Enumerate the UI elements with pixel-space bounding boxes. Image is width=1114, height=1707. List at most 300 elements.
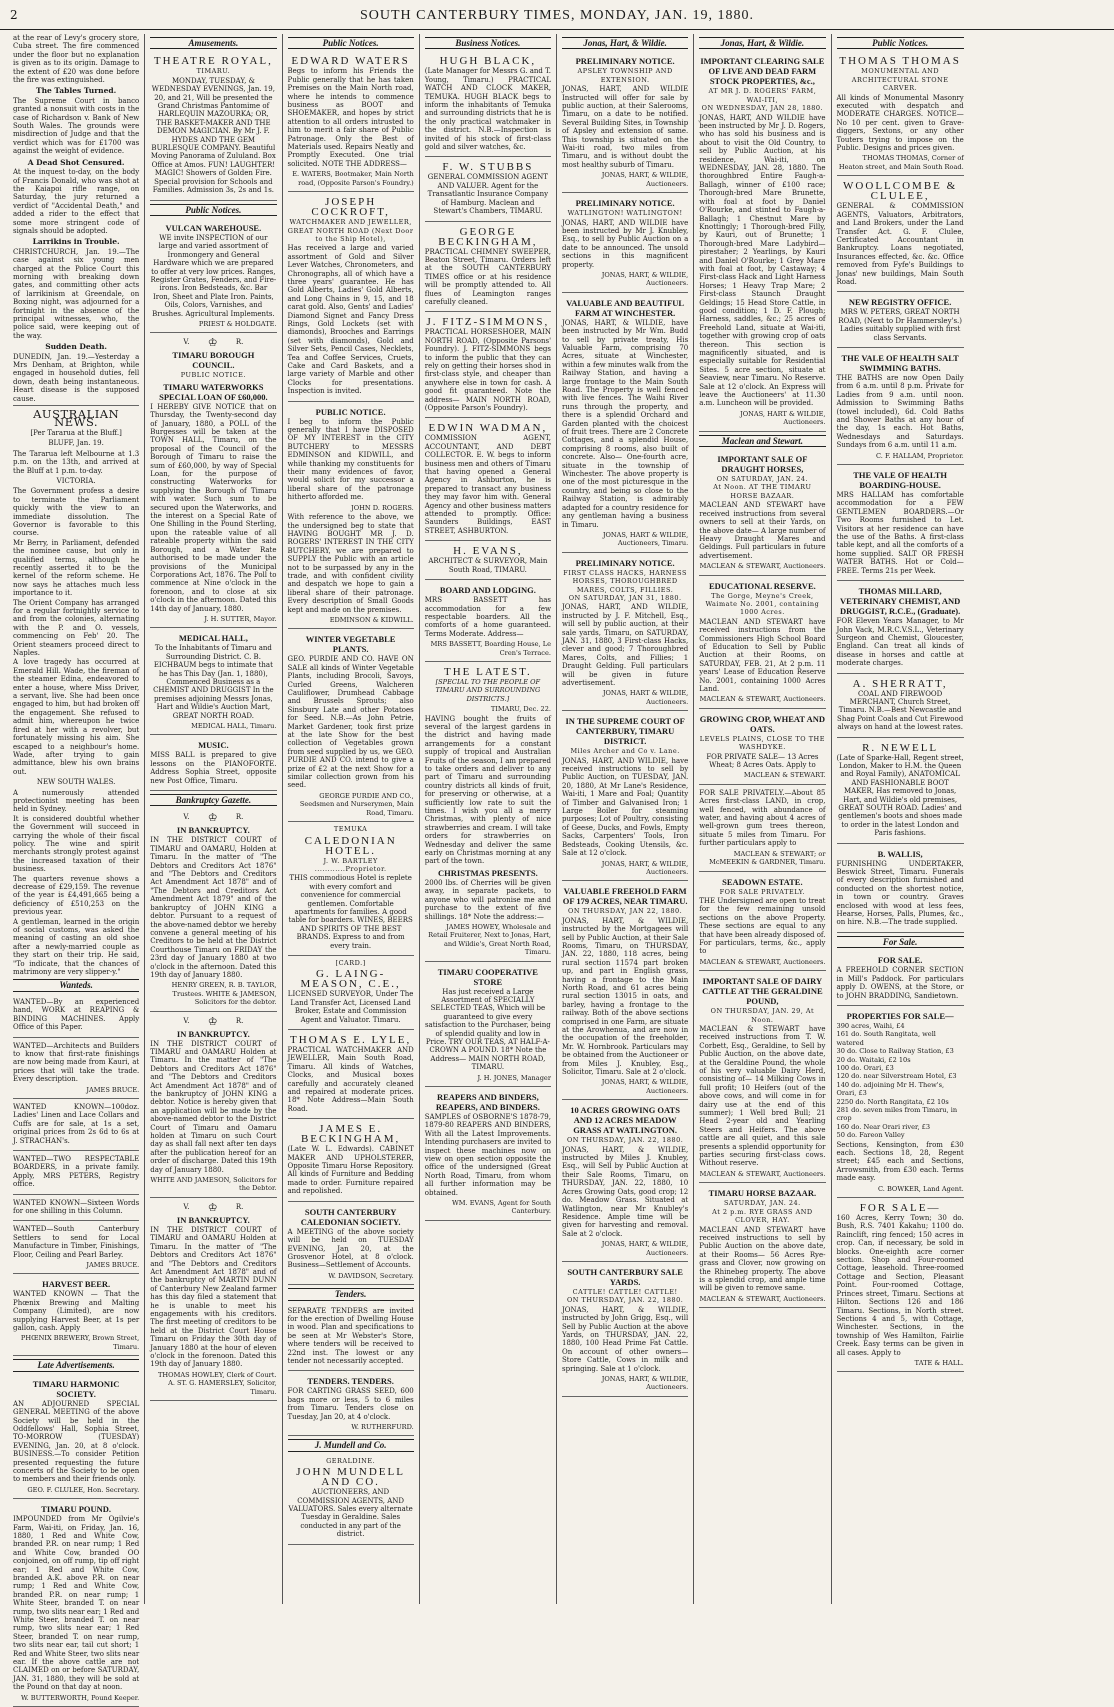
ad-date: ON THURSDAY, JAN. 29, At Noon. <box>710 1007 815 1024</box>
ad-title: JAMES E. BECKINGHAM, <box>300 1123 401 1146</box>
newspaper-page <box>8 34 1106 1702</box>
ad-signature: E. WATERS, Bootmaker, Main North road, (Opposite Parson's Foundry.) <box>292 170 414 187</box>
ad-body: PRACTICAL HORSESHOER, MAIN NORTH ROAD, (Opposite Parsons' Foundry). J. FITZ-SIMMONS begs to inform the public that they can rely on getting their horses shod in first-class style, and cheaper than anywhere else in town for cash. A good fit guaranteed. Note the address— MAIN NORTH ROAD, (Opposite Parson's Foundry). <box>424 328 551 412</box>
ad-body: FOR SALE PRIVATELY.—About 85 Acres first-class LAND, in crop, well fenced, with abundance of water, and having about 4 acres of well-grown gum trees thereon, situate 5 miles from Timaru. For further particulars apply to <box>699 788 826 848</box>
ad-title: PRELIMINARY NOTICE. <box>575 198 675 209</box>
ad-signature: JONAS, HART, & WILDIE, Auctioneers. <box>601 171 689 188</box>
ad-date: ON SATURDAY, JAN 31, 1880. <box>568 593 682 602</box>
ad-date: ON THURSDAY, JAN. 22, 1880. <box>566 1296 684 1305</box>
ad-body: With reference to the above, we the undersigned beg to state that HAVING BOUGHT MR J. D. ROGERS' INTEREST IN THE CITY BUTCHERY, we are prepared to SUPPLY the Public with an article not to be surpassed by any in the trade, and with confident civility and despatch we hope to gain a liberal share of their patronage. Every description of Small Goods kept and made on the premises. <box>287 513 414 614</box>
classified-ad <box>288 51 414 192</box>
ad-subtitle: J. W. BARTLEY ............Proprietor. <box>314 856 387 873</box>
crest-letter: V. <box>183 813 190 822</box>
section-heading: Public Notices. <box>837 37 964 49</box>
ad-signature: MRS BASSETT, Boarding House, Le Cren's Terrace. <box>430 640 551 657</box>
list-item: 50 do. Fareon Valley <box>836 1131 905 1140</box>
crown-icon: ♔ <box>207 1200 218 1214</box>
ad-body: AUCTIONEERS, AND COMMISSION AGENTS, AND VALUATORS. Sales every alternate Tuesday in Geraldine. Sales conducted in any part of the district. <box>288 1488 413 1539</box>
ad-body: MRS BASSETT has accommodation for a few respectable boarders. All the comforts of a home guaranteed. Terms Moderate. Address— <box>424 596 551 638</box>
classified-ad <box>699 709 825 785</box>
crest-letter: R. <box>235 1202 244 1211</box>
classified-ad <box>837 51 964 176</box>
list-item: 100 do. Orari, £3 <box>836 1063 894 1072</box>
ad-body: (Late W. L. Edwards). CABINET MAKER AND UPHOLSTERER, Opposite Timaru Horse Repository. All kinds of Furniture and Bedding made to order. Furniture repaired and repolished. <box>287 1145 414 1196</box>
ad-signature: W. BUTTERWORTH, Pound Keeper. <box>20 1693 140 1702</box>
article-body: A numerously attended protectionist meeting has been held in Sydney. <box>13 788 140 814</box>
ad-body: THE BATHS are now Open Daily from 6 a.m. until 8 p.m. Private for Ladies from 9 a.m. until noon. Admission to Swimming Baths (towel included), 6d. Cold Baths and Shower Baths at any hour of the day, 1s each. Hot Baths, Wednesdays and Saturdays. Sundays from 6 a.m. until 11 a.m. <box>836 373 964 450</box>
ad-body: MRS W. PETERS, GREAT NORTH ROAD, (Next to Dr Hammersley's.) Ladies suitably supplied with first class Servants. <box>838 308 962 342</box>
classified-ad <box>13 1195 139 1222</box>
ad-body: WE invite INSPECTION of our large and varied assortment of Ironmongery and General Hardware which we are prepared to offer at very low prices. Ranges, Register Grates, Fenders, and Fire-irons. Iron Bedsteads, &c. Bar Iron, Sheet and Plate Iron. Paints, Oils, Colors, Varnishes, and Brushes. Agricultural Implements. <box>150 233 277 318</box>
ad-body: THIS commodious Hotel is replete with every comfort and convenience for commercial gentlemen. Comfortable apartments for families. A good table for boarders. WINES, BEERS AND SPIRITS OF THE BEST BRANDS. Express to and from every train. <box>288 874 413 950</box>
ad-body: PRACTICAL WATCHMAKER AND JEWELLER, Main South Road, Timaru. All kinds of Watches, Clocks, and Musical boxes carefully and accurately cleaned and repaired at moderate prices. 18* Note Address—Main South Road. <box>287 1046 414 1113</box>
ad-title: THE VALE OF HEALTH BOARDING-HOUSE. <box>853 470 948 491</box>
classified-ad <box>150 735 276 791</box>
section-heading: Maclean and Stewart. <box>699 435 825 447</box>
dateline: [Per Tararua at the Bluff.] <box>30 428 122 437</box>
classified-ad <box>288 402 414 630</box>
ad-signature: WM. EVANS, Agent for South Canterbury. <box>451 1199 551 1216</box>
article-body: The Government profess a desire to terminate the Parliament quickly with the view to an immediate dissolution. The Governor is favorable to this course. <box>13 487 140 538</box>
ad-body: JONAS, HART, & WILDIE, instructed by the Mortgagees will sell by Public Auction, at their Sale Rooms, Timaru, on THURSDAY, JAN. 22, 1880, 118 acres, being rural section 11574 part broken up, and part in English grass, having a frontage to the Main North Road, and 61 acres being rural section 13015 in oats, and barley, having a frontage to the railway. Both of the above sections comprised in one Farm, are situate at the Arowhenua, and are now in the occupation of the freeholder, Mr. W. Hornbrook. Particulars may be obtained from the Auctioneer or from Miles J. Knubley, Esq., Solicitor, Timaru. Sale at 2 o'clock. <box>562 916 689 1077</box>
column-3 <box>283 34 420 1604</box>
ad-body: WANTED—By an experienced hand, WORK at REAPING & BINDING MACHINES. Apply Office of this Paper. <box>13 997 140 1032</box>
newspaper-title: SOUTH CANTERBURY TIMES, MONDAY, JAN. 19, 1880. <box>359 8 755 23</box>
ad-body: WANTED KNOWN — That the Phœnix Brewing and Malting Company (Limited), are now supplying Harvest Beer, at 1s per gallon, cash. Apply <box>13 1290 140 1333</box>
ad-title: B. WALLIS, <box>877 848 923 859</box>
ad-body: JONAS, HART, & WILDIE, have been instructed by Mr Wm. Budd to sell by private treaty, His Valuable Farm, comprising 70 Acres, situate at Winchester, within a few minutes walk from the Railway Station, and having a large frontage to the Main South Road. The Property is well fenced with live fences. The Waihi River runs through the property, and there is a splendid Orchard and Garden planted with the choicest of fruit trees. There are 2 Concrete Cottages, and a splendid House, comprising 8 rooms, also built of concrete. Also— One-fourth acre, situate in the township of Winchester. The above property is one of the most picturesque in the country, and being so close to the Railway Station, is admirably adapted for a country residence for any gentleman having a business in Timaru. <box>562 318 689 529</box>
classified-ad <box>837 176 964 292</box>
ad-date: ON SATURDAY, JAN. 24. <box>716 475 809 484</box>
classified-ad <box>13 1274 139 1356</box>
news-item <box>13 238 139 340</box>
crest-letter: V. <box>183 338 190 347</box>
list-item: 390 acres, Waihi, £4 <box>836 1021 905 1030</box>
ad-signature: C. BOWKER, Land Agent. <box>877 1184 964 1193</box>
classified-ad <box>562 553 688 712</box>
crest-letter: R. <box>235 1016 244 1025</box>
ad-signature: PRIEST & HOLDGATE. <box>198 319 277 328</box>
section-heading: Tenders. <box>288 1288 414 1300</box>
article-heading: Larrikins in Trouble. <box>32 237 120 247</box>
classified-ad <box>150 808 276 1011</box>
classified-ad <box>837 950 964 1006</box>
ad-title: VALUABLE AND BEAUTIFUL FARM AT WINCHESTER. <box>566 297 685 318</box>
ad-signature: MACLEAN & STEWART. <box>743 771 826 780</box>
ad-title: F. W. STUBBS <box>442 161 534 174</box>
article-body: DUNEDIN, Jan. 19.—Yesterday a Mrs Denham, at Brighton, while engaged in household duties, fell down, death being instantaneous. Heart disease is the supposed cause. <box>13 352 140 403</box>
ad-body: WANTED—South Canterbury Settlers to send for Local Manufacture in Timber, Finishings, Floor, Ceiling and Pearl Barley. <box>13 1225 140 1259</box>
ad-signature: MACLEAN & STEWART, Auctioneers. <box>699 562 826 571</box>
ad-title: WOOLLCOMBE & CLULEE, <box>843 180 958 203</box>
classified-ad <box>288 1371 414 1436</box>
section-heading: Public Notices. <box>288 37 414 49</box>
classified-ad <box>425 662 551 962</box>
column-5 <box>557 34 694 1604</box>
ad-date: SATURDAY, JAN. 24. <box>723 1199 801 1208</box>
classified-ad <box>288 1119 414 1201</box>
ad-title: THE VALE OF HEALTH SALT SWIMMING BATHS. <box>841 352 959 373</box>
ad-title: IN BANKRUPTCY. <box>176 1214 250 1225</box>
ad-title: TIMARU WATERWORKS SPECIAL LOAN OF £60,000. <box>159 381 268 402</box>
section-heading: Business Notices. <box>425 37 551 49</box>
ad-title: JOHN MUNDELL AND CO. <box>296 1466 405 1489</box>
classified-ad <box>837 581 964 673</box>
classified-ad <box>288 629 414 822</box>
ad-body: MRS HALLAM has comfortable accommodation for a FEW GENTLEMEN BOARDERS.—Or Two Rooms furnished to Let. Visitors at her residence can have the use of the Baths. A first-class table kept, and all the comforts of a home supplied. SALT OR FRESH WATER BATHS. Hot or Cold—FREE. Terms 21s per Week. <box>836 491 964 575</box>
ad-subtitle: APSLEY TOWNSHIP AND EXTENSION. <box>577 67 673 84</box>
ad-title: MEDICAL HALL, <box>178 633 248 644</box>
dateline: VICTORIA. <box>56 476 96 485</box>
ad-body: IMPOUNDED from Mr Ogilvie's Farm, Wai-iti, on Friday, Jan. 16, 1880, 1 Red and White Cow, branded P.R. on near rump; 1 Red and White Cow, branded OO conjoined, on off rump, tip off right ear; 1 Red and White Cow, branded A.K. above P.R. on near rump; 1 Red and White Cow, branded P.R. on near rump; 1 White Steer, branded T. on near rump, two slits near ear; 1 Red and White Steer, branded T. on near rump, two slits near ear; 1 Red Steer, branded T. on near rump, two slits near ear, tail cut short; 1 Red and White Steer, two slits near ear. If the above cattle are not CLAIMED on or before SATURDAY, JAN. 31, 1880, they will be sold at the Pound on that day at noon. <box>13 1515 140 1692</box>
ad-body: AN ADJOURNED SPECIAL GENERAL MEETING of the above Society will be held in the Oddfellows' Hall, Sophia Street, TO-MORROW (TUESDAY) EVENING, Jan. 20, at 8 o'clock. BUSINESS.—To consider Petition presented requesting the future concerts of the Society to be open to members and their friends only. <box>13 1399 140 1484</box>
section-heading: For Sale. <box>837 936 964 948</box>
royal-crest <box>183 1014 244 1028</box>
classified-ad <box>150 1198 276 1401</box>
classified-ad <box>288 956 414 1030</box>
column-2 <box>145 34 282 1604</box>
ad-body: I HEREBY GIVE NOTICE that on Thursday, the Twenty-second day of January, 1880, a POLL of the Burgesses will be taken at the TOWN HALL, Timaru, on the proposal of the Council of the Borough of Timaru to raise the sum of £60,000, by way of Special Loan, for the purpose of constructing Waterworks for supplying the Borough of Timaru with water. Such sum to be secured upon the Waterworks, and the interest on a Special Rate of One Shilling in the Pound Sterling, upon the rateable value of all rateable property within the said Borough, and a Water Rate authorised to be made under the provisions of the Municipal Corporations Act, 1876. The Poll to commence at Nine o'clock in the forenoon, and to close at six o'clock in the afternoon. Dated this 14th day of January, 1880. <box>150 402 277 613</box>
ad-title: IN THE SUPREME COURT OF CANTERBURY, TIMARU DISTRICT. <box>565 716 685 747</box>
article-body: The Orient Company has arranged for a regular fortnightly service to and from the colonies, alternating with the P. and O. vessels, commencing on Feb' 20. The Orient steamers proceed direct to Naples. <box>13 598 140 658</box>
ad-title: TENDERS. TENDERS. <box>307 1376 394 1387</box>
ad-subtitle: The Gorge, Meyne's Creek, Waimate No. 2001, containing 1000 Acres. <box>705 591 820 617</box>
crest-letter: R. <box>235 813 244 822</box>
ad-date: ON THURSDAY, JAN. 22, 1880. <box>566 1136 684 1145</box>
ad-title: IMPORTANT SALE OF DAIRY CATTLE AT THE GERALDINE POUND, <box>702 976 823 1007</box>
ad-title: R. NEWELL <box>862 741 939 754</box>
classified-ad <box>425 541 551 580</box>
ad-signature: JAMES HOWEY, Wholesale and Retail Fruiterer, Next to Jonas, Hart, and Wildie's, Great North Road, Timaru. <box>428 922 551 957</box>
ad-signature: JONAS, HART, & WILDIE, Auctioneers. <box>601 859 689 876</box>
classified-ad <box>13 1499 139 1707</box>
ad-subtitle: FOR SALE PRIVATELY. <box>719 887 806 896</box>
list-item: 30 do. Close to Railway Station, £3 <box>836 1047 954 1056</box>
classified-ad <box>562 1100 688 1262</box>
ad-body: JONAS, HART, AND WILDIE have been instructed by Mr J. D. Rogers, who has sold his business and is about to visit the Old Country, to sell by Public Auction, at his residence, Wai-iti, on WEDNESDAY, JAN. 28, 1880. The thoroughbred Entire Faugh-a-Ballagh, winner of £100 race; Thorough-bred Mare Brunette, with foal at foot by Daniel O'Rourke, and stinted to Faugh-a-Ballagh; 1 Chestnut Mare by Knottingly; 1 Thorough-bred Filly, by Kauri, out of Brunette; 1 Thorough-bred Mare Ladybird—pirestaher; 2 Yearlings, by Kauri and Daniel O'Rourke; 1 Grey Mare with foal at foot, by Castaway; 4 First-class Hack and Light Harness Horses; 1 Heavy Trap Mare; 2 First-class Staunch Draught Geldings; 15 Head Store Cattle, in good condition; 1 D. F. Plough; Harness, saddles, &c.; 25 acres of Freehold Land, situate at Wai-iti, together with growing crop of oats thereon. This section is magnificently situated, and is especially suitable for Residential Sites. 5 acre section, situate at Seaview, near Timaru. No Reserve. Sale at 12 o'clock. An Express will leave the Auctioneers' at 11.30 a.m. Luncheon will be provided. <box>699 113 826 408</box>
list-item: 140 do. adjoining Mr H. Thew's, Orari, £3 <box>836 1080 945 1098</box>
ad-body: MISS BALL is prepared to give lessons on the PIANOFORTE. Address Sophia Street, opposite new Post Office, Timaru. <box>150 751 277 785</box>
list-item: 161 do. South Rangitata, well watered <box>836 1030 936 1047</box>
classified-ad <box>837 292 964 348</box>
article-heading: AUSTRALIAN NEWS. <box>33 407 120 430</box>
ad-body: LICENSED SURVEYOR, Under The Land Transfer Act, Licensed Land Broker, Estate and Commission Agent and Valuator. Timaru. <box>287 990 414 1024</box>
classified-ad <box>837 674 964 738</box>
ad-body: JONAS, HART, AND WILDIE, instructed by J. F. Mitchell, Esq., will sell by public auction, at their sale yards, Timaru, on SATURDAY, JAN. 31, 1880, 3 First-class Hacks, clever and good; 7 Thoroughbred Mares, Colts, and Fillies; 1 Draught Gelding. Full particulars will be given in future advertisement. <box>562 603 689 687</box>
ad-signature: JONAS, HART & WILDIE, Auctioneers, Timaru. <box>602 530 689 548</box>
ad-body: To the Inhabitants of Timaru and Surrounding District. C. B. EICHBAUM begs to intimate that he has This Day (Jan. 1, 1880), Commenced Business as a CHEMIST AND DRUGGIST In the premises adjoining Messrs Jonas, Hart and Wildie's Auction Mart, GREAT NORTH ROAD. <box>153 644 274 720</box>
article-body: A gentleman, learned in the origin of social customs, was asked the meaning of casting an old shoe after a newly-married couple as they start on their trip. He said, "To indicate, that the chances of matrimony are very slipper-y." <box>13 917 140 977</box>
ad-title: TIMARU HORSE BAZAAR. <box>708 1188 817 1199</box>
ad-body: 160 Acres, Kerry Town; 30 do. Bush, R.S. 7401 Kakahu; 1100 do. Rainclift, ring fenced; 150 acres in crop. Can, if necessary, be sold in blocks. One-eighth acre corner section. Shop and Four-roomed Cottage, leasehold. Three-roomed Cottage and Section, Pleasant Point. Four-roomed Cottage, Princes street, Timaru. Sections at Hilton. Sections 126 and 186 Timaru. Sections, in North street. Sections 4 and 5, with Cottage, Winchester. Sections, in the township of Wes Hamilton, Fairlie Creek. Easy terms can be given in all cases. Apply to <box>836 1214 964 1357</box>
classified-ad <box>699 1183 825 1308</box>
ad-title: THOMAS E. LYLE, <box>290 1034 412 1046</box>
ad-signature: JAMES BRUCE. <box>86 1261 140 1270</box>
ad-body: JONAS, HART, & WILDIE, instructed by John Grigg, Esq., will Sell by Public Auction at the above Yards, on THURSDAY, JAN. 22, 1880, 100 Head Prime Fat Cattle. On account of other owners— Store Cattle, Cows in milk and springing. Sale at 1 o'clock. <box>562 1305 689 1373</box>
ad-title: FOR SALE. <box>877 955 923 966</box>
ad-signature: JONAS, HART, & WILDIE, Auctioneers. <box>601 1078 689 1095</box>
classified-ad <box>288 1303 414 1372</box>
classified-ad <box>699 785 825 872</box>
ad-body: A MEETING of the above society will be held on TUESDAY EVENING, Jan 20, at the Grosvenor Hotel, at 8 o'clock. Business—Settlement of Accounts. <box>287 1227 414 1270</box>
ad-signature: W. DAVIDSON, Secretary. <box>328 1271 414 1280</box>
ad-signature: MACLEAN & STEWART, Auctioneers. <box>699 1169 826 1178</box>
ad-body: WANTED—Architects and Builders to know that first-rate finishings are now being made from Kauri, at prices that will take the trade. Every description. <box>13 1041 140 1084</box>
ad-title: TIMARU COOPERATIVE STORE <box>437 966 538 987</box>
ad-title: IN BANKRUPTCY. <box>176 825 250 836</box>
column-1 <box>8 34 145 1702</box>
section-heading: J. Mundell and Co. <box>288 1439 414 1451</box>
ad-title: GEORGE BECKINGHAM, <box>438 225 538 248</box>
ad-subtitle: At 2 p.m. RYE GRASS AND CLOVER, HAY. <box>712 1207 813 1225</box>
classified-ad <box>562 881 688 1100</box>
article-heading: A Dead Shot Censured. <box>27 157 125 167</box>
ad-subtitle: FIRST CLASS HACKS, HARNESS HORSES, THOROUGHBRED MARES, COLTS, FILLIES. <box>563 568 687 594</box>
ad-title: PRELIMINARY NOTICE. <box>575 56 675 67</box>
section-heading: Amusements. <box>150 37 276 49</box>
column-6 <box>694 34 831 1604</box>
classified-ad <box>837 844 964 933</box>
classified-ad <box>288 192 414 402</box>
section-heading: Jonas, Hart, & Wildie. <box>562 37 688 49</box>
crest-letter: V. <box>183 1016 190 1025</box>
ad-title: PRELIMINARY NOTICE. <box>575 557 675 568</box>
crown-icon: ♔ <box>207 336 218 350</box>
crest-letter: V. <box>183 1202 190 1211</box>
royal-crest <box>183 338 243 348</box>
ad-body: MONDAY, TUESDAY, & WEDNESDAY EVENINGS, Jan. 19, 20, and 21, Will be presented the Grand Christmas Pantomime of HARLEQUIN MAZOURKA; OR, THE BASKET-MAKER AND THE DEMON MAGICIAN. By Mr J. F. HYDES AND THE GEM BURLESQUE COMPANY. Beautiful Moving Panorama of Zululand. Box Office at Amos. FUN! LAUGHTER! MAGIC! Showers of Golden Fire. Special provision for Schools and Families. Admission 3s, 2s and 1s. <box>150 76 276 195</box>
ad-body: Begs to inform his Friends the Public generally that he has taken Premises on the Main North road, where he intends to commence business as BOOT and SHOEMAKER, and hopes by strict attention to all orders intrusted to him to merit a fair share of Public Patronage. Only the Best of Materials used. Repairs Neatly and Promptly Executed. One trial solicited. NOTE THE ADDRESS— <box>287 67 414 168</box>
ad-subtitle: At Noon. AT THE TIMARU HORSE BAZAAR. <box>713 483 812 500</box>
ad-signature: GEO. F. CLULEE, Hon. Secretary. <box>27 1485 140 1494</box>
ad-title: H. EVANS, <box>453 545 523 558</box>
ad-body: FURNISHING UNDERTAKER, Beswick Street, Timaru. Funerals of every description furnished and conducted on the shortest notice, in town or country. Graves enclosed with wood at less fees, Hearse, Horses, Palls, Plumes, &c., on hire. N.B.—The trade supplied. <box>836 859 964 927</box>
ad-title: G. LAING-MEASON, C.E., <box>300 968 401 991</box>
page-number: 2 <box>10 8 18 22</box>
ad-title: EDWARD WATERS <box>291 55 410 68</box>
classified-ad <box>425 157 551 221</box>
ad-title: THEATRE ROYAL, <box>153 55 273 68</box>
ad-title: JOSEPH COCKROFT, <box>311 196 390 219</box>
ad-subtitle: GERALDINE. <box>326 1456 376 1465</box>
classified-ad <box>562 193 688 293</box>
classified-ad <box>13 1151 139 1195</box>
ad-title: A. SHERRATT, <box>852 677 948 690</box>
classified-ad <box>13 994 139 1038</box>
classified-ad <box>13 1038 139 1099</box>
ad-body: MACLEAN AND STEWART have received instructions from several owners to sell at their Yards, on the above date— A large number of Heavy Draught Mares and Geldings. Full particulars in future advertisement. <box>699 501 826 560</box>
ad-title: THOMAS THOMAS <box>839 55 961 68</box>
ad-title: PROPERTIES FOR SALE— <box>846 1010 954 1021</box>
ad-subtitle: GREAT NORTH ROAD (Next Door to the Ship Hotel), <box>287 226 414 243</box>
ad-body: 2000 lbs. of Cherries will be given away, in separate packets, to anyone who will patronise me and purchase to the extent of five shillings. 18* Note the address:— <box>424 878 551 921</box>
ad-body: WANTED KNOWN—100doz. Ladies' Linen and Lace Collars and Cuffs are for sale, at 1s a set, original prices from 2s 6d to 6s at J. STRACHAN's. <box>13 1102 140 1145</box>
article-body: The Tararua left Melbourne at 1.3 p.m. on the 13th, and arrived at the Bluff at 1 p.m. to-day. <box>13 449 140 475</box>
ad-subtitle: LEVELS PLAINS, CLOSE TO THE WASHDYKE. <box>699 734 825 752</box>
ad-body: IN THE DISTRICT COURT of TIMARU and OAMARU, Holden at Timaru. In the matter of "The Debtors and Creditors Act 1876" and "The Debtors and Creditors Act Amendment Act 1878" and of "The Debtors and Creditors Act Amendment Act 1879" and of the bankruptcy of JOHN KING a debtor. Pursuant to a request of the above-named debtor we hereby convene a general meeting of his Creditors to be held at the District Courthouse Timaru on FRIDAY the 23rd day of January 1880 at two o'clock in the afternoon. Dated this 19th day of January 1880. <box>150 836 277 979</box>
classified-ad <box>562 1262 688 1397</box>
ad-signature: THOMAS HOWLEY, Clerk of Court. A. ST. G. HAMERSLEY, Solicitor, Timaru. <box>158 1370 277 1396</box>
classified-ad <box>837 1006 964 1198</box>
classified-ad <box>699 576 825 709</box>
ad-title: TIMARU POUND. <box>41 1504 112 1515</box>
classified-ad <box>425 312 551 418</box>
ad-body: MACLEAN AND STEWART have received instructions to sell by Public Auction on the above date, at their Rooms— 56 Acres Rye-grass and Clover, now growing on the Rhinebeg property. The above is a splendid crop, and ample time will be given to remove same. <box>699 1225 826 1293</box>
crown-icon: ♔ <box>207 1014 218 1028</box>
ad-body: SAMPLES of OSBORNE'S 1878-79, 1879-80 REAPERS AND BINDERS, With all the Latest Improvements. Intending purchasers are invited to inspect these machines now on view on open section opposite the office of the undersigned (Great North Road, Timaru, from whom all further information may be obtained. <box>424 1113 551 1197</box>
ad-title: REAPERS AND BINDERS, REAPERS, AND BINDERS. <box>435 1092 540 1112</box>
masthead <box>0 0 1114 30</box>
ad-body: MACLEAN & STEWART have received instructions from T. W. Corbett, Esq., Geraldine, to Sell by Public Auction, on the above date, at the Geraldine Pound, the whole of his very valuable Dairy Herd, consisting of— 14 Milking Cows in full profit; 10 Heifers (out of the above cows, and will come in for dairy use at the end of this summer); 1 Well bred Bull; 21 Head 2-year old and Yearling Steers and Heifers. The above cattle are all quiet, and this sale presents a splendid opportunity for parties securing first-class cows. Without reserve. <box>699 1024 826 1168</box>
classified-ad <box>150 218 276 333</box>
ad-title: PUBLIC NOTICE. <box>315 406 386 417</box>
article-body: Mr Berry, in Parliament, defended the nominee cause, but only in qualified terms, although he recently asserted it to be the kernel of the reform scheme. He now says he attaches much less importance to it. <box>13 538 140 598</box>
article-heading: The Tables Turned. <box>36 86 117 96</box>
crest-letter: R. <box>235 338 244 347</box>
news-item <box>13 87 139 155</box>
list-item: 2250 do. North Rangitata, £2 10s <box>836 1097 949 1106</box>
ad-subtitle: AT MR J. D. ROGERS' FARM, WAI-ITI, <box>708 87 817 104</box>
ad-body: WANTED—TWO RESPECTABLE BOARDERS, in a private family. Apply, MRS PETERS, Registry office. <box>13 1154 140 1189</box>
ad-title: VULCAN WAREHOUSE. <box>165 222 262 233</box>
ad-date: ON WEDNESDAY, JAN 28, 1880. <box>701 104 824 113</box>
ad-signature: MACLEAN & STEWART; or McMEEKIN & GARDNER, Timaru. <box>709 849 826 867</box>
classified-ad <box>425 222 551 313</box>
ad-title: J. FITZ-SIMMONS, <box>426 316 550 329</box>
ad-signature: J. H. JONES, Manager <box>477 1073 551 1082</box>
classified-ad <box>288 822 414 956</box>
ad-body: GEO. PURDIE AND CO. HAVE ON SALE all kinds of Winter Vegetable Plants, including Brocoli, Savoys, Curled Greens, Walcheren Cauliflower, Drumhead Cabbage and Brussels Sprouts; also Sinsbury Late and other Potatoes for Seed. N.B.—As John Petrie, Market Gardener, took first prize at the late Show for the best collection of Vegetables grown from seed supplied by us, we GEO. PURDIE AND CO. intend to give a prize of £2 at the next Show for a similar collection grown from his seed. <box>287 655 414 790</box>
ad-signature: HENRY GREEN, R. B. TAYLOR, Trustees. WHITE & JAMESON, Solicitors for the debtor. <box>171 981 277 1007</box>
classified-ad <box>699 51 825 431</box>
news-item <box>13 343 139 403</box>
ad-body: IN THE DISTRICT COURT of TIMARU and OAMARU Holden at Timaru. In the matter of "The Debtors and Creditors Act 1876" and "The Debtors and Creditors Act Amendment Act 1878" and of the bankruptcy of JOHN KING a debtor. Notice is hereby given that an application will be made by the above-named debtor to the District Court of Timaru and Oamaru holden at Timaru on such Court day as shall fall next after ten days after the publication hereof for an order of discharge. Dated this 19th day of January 1880. <box>150 1039 277 1174</box>
ad-body: IN THE DISTRICT COURT of TIMARU and OAMARU Holden at Timaru. In the matter of "The Debtors and Creditors Act 1876" and "The Debtors and Creditors Act Amendment Act 1878" and of the bankruptcy of MARTIN DUNN of Canterbury New Zealand farmer has this day filed a statement that he is unable to meet his engagements with his creditors. The first meeting of creditors to be held at the District Court House Timaru on Friday the 30th day of January 1880 at the hour of eleven o'clock in the forenoon. Dated this 19th day of January 1880. <box>150 1225 277 1369</box>
ad-title: EDWIN WADMAN, <box>428 422 548 435</box>
classified-ad <box>425 962 551 1087</box>
ad-body: PRACTICAL CHIMNEY SWEEPER, Beaton Street, Timaru. Orders left at the SOUTH CANTERBURY TIMES office or at his residence will be promptly attended to. All flues of Leamington ranges carefully cleaned. <box>424 247 551 306</box>
classified-ad <box>150 1012 276 1198</box>
ad-title: GROWING CROP, WHEAT AND OATS. <box>699 713 826 734</box>
ad-title: HARVEST BEER. <box>42 1279 111 1290</box>
ad-body: FOR CARTING GRASS SEED, 600 bags more or less, 5 to 6 miles from Timaru. Tenders close on Tuesday, Jan 20, at 4 o'clock. <box>287 1387 414 1421</box>
ad-body: Has received a large and varied assortment of Gold and Silver Lever Watches, Chronometers, and Chronographs, all of which have a three years' guarantee. He has Gold Alberts, Ladies' Gold Alberts, and Long Chains in 9, 15, and 18 carat gold. Also, Gents' and Ladies' Diamond Signet and Fancy Dress Rings, Gold Lockets (set with diamonds), Brooches and Earrings (set with diamonds), Gold and Silver Sets, Pencil Cases, Necklets, Tea and Coffee Services, Cruets, Cake and Card Baskets, and a large variety of Marble and other Clocks for presentations. Inspection is invited. <box>287 244 414 396</box>
classified-ad <box>562 51 688 193</box>
section-heading: Late Advertisements. <box>13 1359 139 1371</box>
classified-ad <box>837 348 964 465</box>
ad-title: MUSIC. <box>198 740 229 751</box>
ad-title: TIMARU BOROUGH COUNCIL. <box>172 350 255 371</box>
ad-body: FOR Eleven Years Manager, to Mr John Vack, M.R.C.V.S.L., Veterinary Surgeon and Chemist, Gloucester, England. Can treat all kinds of disease in horses and cattle at moderate charges. <box>836 617 964 668</box>
list-item: 281 do. seven miles from Timaru, in crop <box>836 1105 958 1123</box>
australian-news <box>13 407 140 977</box>
classified-ad <box>425 51 551 157</box>
ad-body: ARCHITECT & SURVEYOR, Main South Road, TIMARU. <box>428 557 548 574</box>
news-item <box>13 159 139 236</box>
ad-subtitle: TIMARU. <box>196 67 231 76</box>
article-body: The quarters revenue shows a decrease of £29,159. The revenue of the year is £4,491,665 being a deficiency of £510,253 on the previous year. <box>13 874 140 917</box>
ad-body: MACLEAN AND STEWART have received instructions from the Commissioners High School Board of Education to Sell by Public Auction at their Rooms, on SATURDAY, FEB. 21, At 2 p.m. 11 years' Lease of Education Reserve No. 2001, containing 1000 Acres Land. <box>699 617 826 693</box>
ad-title: IN BANKRUPTCY. <box>176 1028 250 1039</box>
ad-signature: C. F. HALLAM, Proprietor. <box>875 451 964 460</box>
ad-title: CALEDONIAN HOTEL. <box>304 834 397 857</box>
ad-body: (Late of Sparke-Hall, Regent street, London, Maker to H.M. the Queen and Royal Family), ANATOMICAL AND FASHIONABLE BOOT MAKER, Has removed to Jonas, Hart, and Wildie's old premises, GREAT SOUTH ROAD. Ladies' and gentlemen's boots and shoes made to order in the latest London and Paris fashions. <box>836 753 964 838</box>
classified-ad <box>288 1454 414 1545</box>
article-body: The Supreme Court in banco granted a nonsuit with costs in the case of Richardson v. Bank of New South Wales. The grounds were misdirection of Judge and that the verdict which was for £1700 was against the weight of evidence. <box>13 96 140 156</box>
classified-ad <box>425 580 551 662</box>
ad-body: GENERAL COMMISSION AGENT AND VALUER. Agent for the Transatlantic Insurance Company of Hamburg. Maclean and Stewart's Chambers, TIMARU. <box>427 173 549 216</box>
classified-ad <box>13 1099 139 1151</box>
ad-subtitle: Miles Archer and Co v. Lane. <box>570 747 680 756</box>
ad-title: TIMARU HARMONIC SOCIETY. <box>32 1378 120 1399</box>
column-7 <box>832 34 969 1604</box>
classified-ad <box>13 1221 139 1274</box>
ad-body: JONAS, HART, AND WILDIE, have received instructions to sell by Public Auction, on TUESDAY, JAN. 20, 1880, At Mr Lane's Residence, Wai-iti, 1 Mare and Foal; Quantity of Timber and Galvanised Iron; 1 Large Boiler for steaming purposes; Lot of Poultry, consisting of Geese, Ducks, and Fowls, Empty Sacks, Carpenters' Tools, Iron Bedsteads, Cooking Utensils, &c. Sale at 12 o'clock. <box>562 756 689 858</box>
ad-signature: JONAS, HART, & WILDIE, Auctioneers. <box>601 270 689 288</box>
ad-title: SOUTH CANTERBURY SALE YARDS. <box>567 1266 683 1287</box>
ad-body: HAVING bought the fruits of several of the largest gardens in the district and having made arrangements for a constant supply of tropical and Australian Fruits of the season, I am prepared to take orders and deliver to any part of Timaru and surrounding country districts all kinds of fruit, for preserving or otherwise, at a sufficiently low rate to suit the times. I wish you all a merry Christmas, with plenty of nice strawberries and cream. I will take orders for strawberries on Wednesday and deliver the same early on Christmas morning at any part of the town. <box>424 714 551 866</box>
classified-ad <box>699 971 825 1183</box>
ad-title: CHRISTMAS PRESENTS. <box>438 867 538 878</box>
ad-title: THOMAS MILLARD, VETERINARY CHEMIST, AND DRUGGIST, R.C.E., (Graduate). <box>839 586 961 617</box>
ad-subtitle: PUBLIC NOTICE. <box>180 371 246 380</box>
ad-date: ON THURSDAY, JAN 22, 1880. <box>568 907 683 916</box>
ad-body: THE Undersigned are open to treat for the few remaining unsold sections on the above Property. These sections are equal to any that have been already disposed of. For particulars, terms, &c., apply to <box>699 896 826 956</box>
ad-title: VALUABLE FREEHOLD FARM OF 179 ACRES, NEAR TIMARU. <box>562 886 688 907</box>
article-body: A love tragedy has occurred at Emerald Hill. Wade, the fireman of the steamer Edina, endeavored to enter a house, where Miss Driver, a servant, live. She had been once engaged to him, but had broken off the engagement. She refused to admit him, whereupon he twice fired at her with a revolver, but fortunately missing his aim. She escaped to a neighbour's home. Wade, after trying to gain admittance, blew his own brains out. <box>13 658 140 776</box>
article-body: It is considered doubtful whether the Government will succeed in carrying the whole of their fiscal policy. The wine and spirit merchants strongly protest against the increased taxation of their business. <box>13 814 140 874</box>
classified-ad <box>699 872 825 972</box>
classified-ad <box>699 449 825 575</box>
ad-title: NEW REGISTRY OFFICE. <box>848 297 952 308</box>
list-item: 20 do. Waitaki, £2 10s <box>836 1055 911 1064</box>
ad-signature: JOHN D. ROGERS. <box>351 503 414 512</box>
ad-signature: JONAS, HART & WILDIE, Auctioneers. <box>740 409 826 427</box>
ad-body: GENERAL & COMMISSION AGENTS, Valuators, Arbitrators, and Land Brokers, under the Land Transfer Act. G. F. Clulee, Certificated Accountant in Bankruptcy. Loans negotiated, Insurances effected, &c. &c. Office removed from Fyfe's Buildings to Jonas' new buildings, Main South Road. <box>836 202 964 286</box>
ad-subtitle: [SPECIAL TO THE PEOPLE OF TIMARU AND SURROUNDING DISTRICTS.] <box>435 677 541 703</box>
royal-crest <box>183 1200 244 1214</box>
ad-body: COAL AND FIREWOOD MERCHANT, Church Street, Timaru. N.B.—Best Newcastle and Shag Point Coals and Cut Firewood always on hand at the lowest rates. <box>837 689 964 732</box>
ad-signature: PHŒNIX BREWERY, Brown Street, Timaru. <box>20 1334 140 1351</box>
article-body: At the inquest to-day, on the body of Francis Donald, who was shot at the Kaiapoi rifle range, on Saturday, the jury returned a verdict of "Accidental Death," and added a rider to the effect that some more stringent code of signals should be adopted. <box>13 168 140 235</box>
ad-signature: THOMAS THOMAS, Corner of Heaton street, and Main South Road. <box>838 154 964 171</box>
section-heading: Wanteds. <box>13 979 139 991</box>
ad-signature: EDMINSON & KIDWILL. <box>329 615 414 624</box>
list-item: 160 do. Near Orari river, £3 <box>836 1122 931 1131</box>
ad-subtitle: MONUMENTAL AND ARCHITECTURAL STONE CARVER. <box>851 67 949 93</box>
ad-body: Sections, Kensington, from £30 each. Sections 18, 28, Regent street; £45 each and Sections, Arrowsmith, from £30 each. Terms made easy. <box>836 1140 964 1183</box>
ad-signature: JONAS, HART, & WILDIE, Auctioneers. <box>601 1375 689 1392</box>
ad-title: SOUTH CANTERBURY CALEDONIAN SOCIETY. <box>300 1206 401 1227</box>
ad-title: FOR SALE— <box>859 1202 941 1215</box>
property-list <box>837 1022 964 1140</box>
dateline: NEW SOUTH WALES. <box>36 778 116 787</box>
ad-signature: JONAS, HART, & WILDIE, Auctioneers. <box>601 1240 689 1257</box>
ad-title: WINTER VEGETABLE PLANTS. <box>305 634 396 655</box>
dateline: BLUFF, Jan. 19. <box>48 439 104 448</box>
ad-title: 10 ACRES GROWING OATS AND 12 ACRES MEADOW GRASS AT WATLINGTON. <box>570 1105 680 1136</box>
classified-ad <box>562 711 688 881</box>
ad-signature: GEORGE PURDIE AND CO., Seedsmen and Nurserymen, Main Road, Timaru. <box>299 791 414 817</box>
classified-ad <box>425 418 551 541</box>
article-body: CHRISTCHURCH, Jan. 19.—The case against six young men charged at the Police Court this morning with breaking down gates, and committing other acts of larrikinism at Greendale, on Boxing night, was adjourned for a fortnight in the absence of the principal witnesses, who, the police said, were keeping out of the way. <box>13 247 140 340</box>
ad-subtitle: WATLINGTON! WATLINGTON! <box>567 209 683 218</box>
ad-signature: JAMES BRUCE. <box>86 1085 140 1094</box>
classified-ad <box>288 1030 414 1119</box>
classified-ad <box>13 1374 139 1499</box>
ad-signature: JONAS, HART & WILDIE, Auctioneers. <box>602 689 689 706</box>
ad-body: I beg to inform the Public generally that I have DISPOSED OF MY INTEREST in the CITY BUTCHERY to MESSRS EDMINSON and KIDWILL, and while thanking my constituents for their many evidences of favor, would solicit for my successor a liberal share of the patronage hitherto afforded me. <box>287 417 414 502</box>
